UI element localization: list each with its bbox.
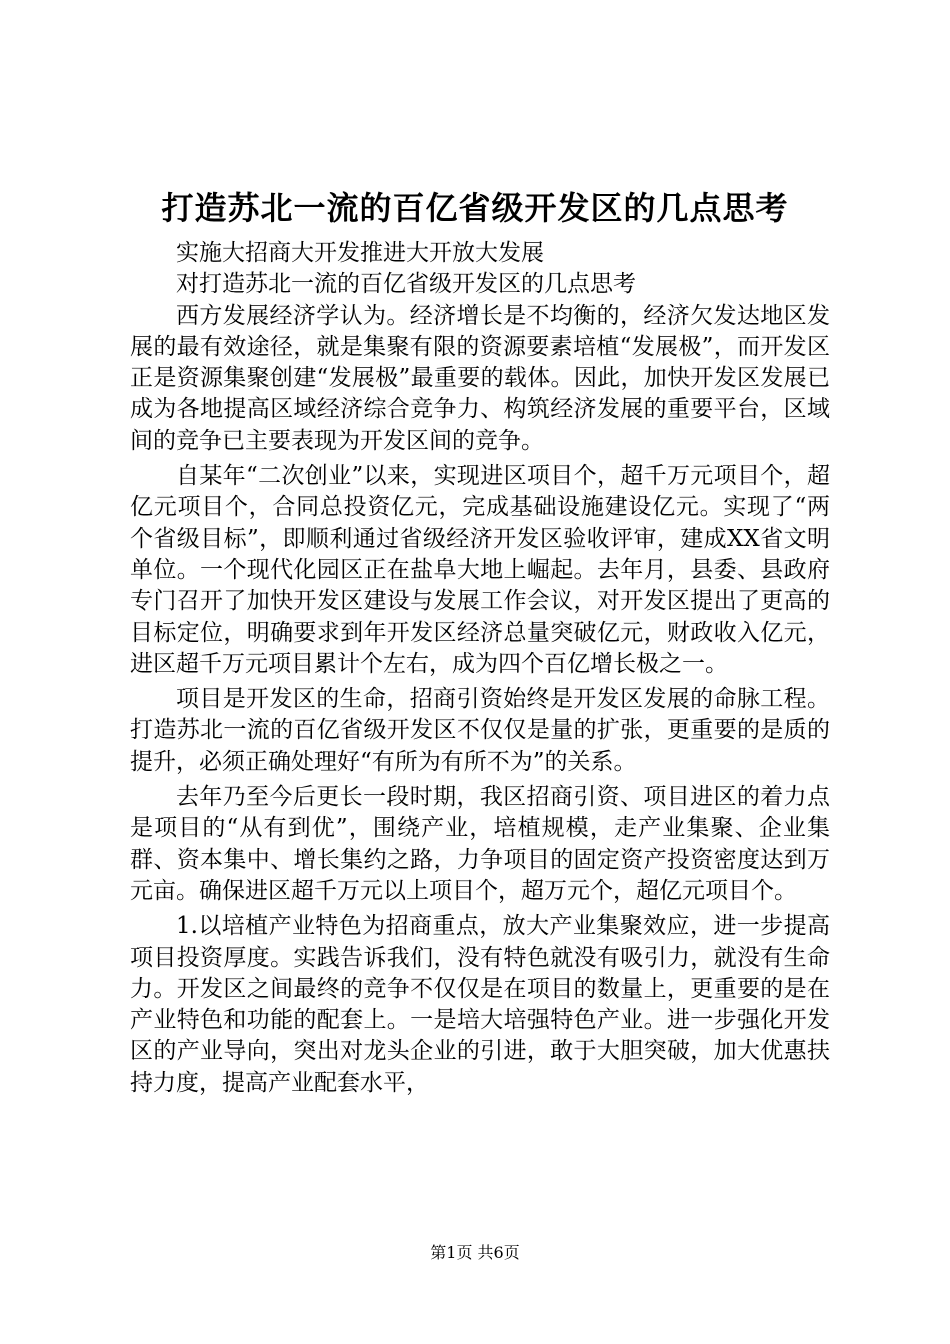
paragraph-4: 去年乃至今后更长一段时期，我区招商引资、项目进区的着力点是项目的“从有到优”，围绕产业，培植规模，走产业集聚、企业集群、资本集中、增长集约之路，力争项目的固定资产投资密度达到万元亩。确保进区超千万元以上项目个，超万元个，超亿元项目个。 [130,784,830,904]
document-body [130,238,830,1103]
paragraph-5: 1.以培植产业特色为招商重点，放大产业集聚效应，进一步提高项目投资厚度。实践告诉我们，没有特色就没有吸引力，就没有生命力。开发区之间最终的竞争不仅仅是在项目的数量上，更重要的是在产业特色和功能的配套上。一是培大培强特色产业。进一步强化开发区的产业导向，突出对龙头企业的引进，敢于大胆突破，加大优惠扶持力度，提高产业配套水平， [130,913,830,1096]
paragraph-1: 西方发展经济学认为。经济增长是不均衡的，经济欠发达地区发展的最有效途径，就是集聚有限的资源要素培植“发展极”，而开发区正是资源集聚创建“发展极”最重要的载体。因此，加快开发区发展已成为各地提高区域经济综合竞争力、构筑经济发展的重要平台，区域间的竞争已主要表现为开发区间的竞争。 [130,302,830,454]
document-title: 打造苏北一流的百亿省级开发区的几点思考 [161,189,789,227]
paragraph-3: 项目是开发区的生命，招商引资始终是开发区发展的命脉工程。打造苏北一流的百亿省级开发区不仅仅是量的扩张，更重要的是质的提升，必须正确处理好“有所为有所不为”的关系。 [130,686,830,775]
paragraph-2: 自某年“二次创业”以来，实现进区项目个，超千万元项目个，超亿元项目个，合同总投资亿元，完成基础设施建设亿元。实现了“两个省级目标”，即顺利通过省级经济开发区验收评审，建成XX省文明单位。一个现代化园区正在盐阜大地上崛起。去年月，县委、县政府专门召开了加快开发区建设与发展工作会议，对开发区提出了更高的目标定位，明确要求到年开发区经济总量突破亿元，财政收入亿元，进区超千万元项目累计个左右，成为四个百亿增长极之一。 [130,463,830,677]
page-footer: 第1页 共6页 [430,1243,520,1262]
subtitle-line-1: 实施大招商大开发推进大开放大发展 [176,240,544,266]
subtitle-line-2: 对打造苏北一流的百亿省级开发区的几点思考 [176,271,636,298]
